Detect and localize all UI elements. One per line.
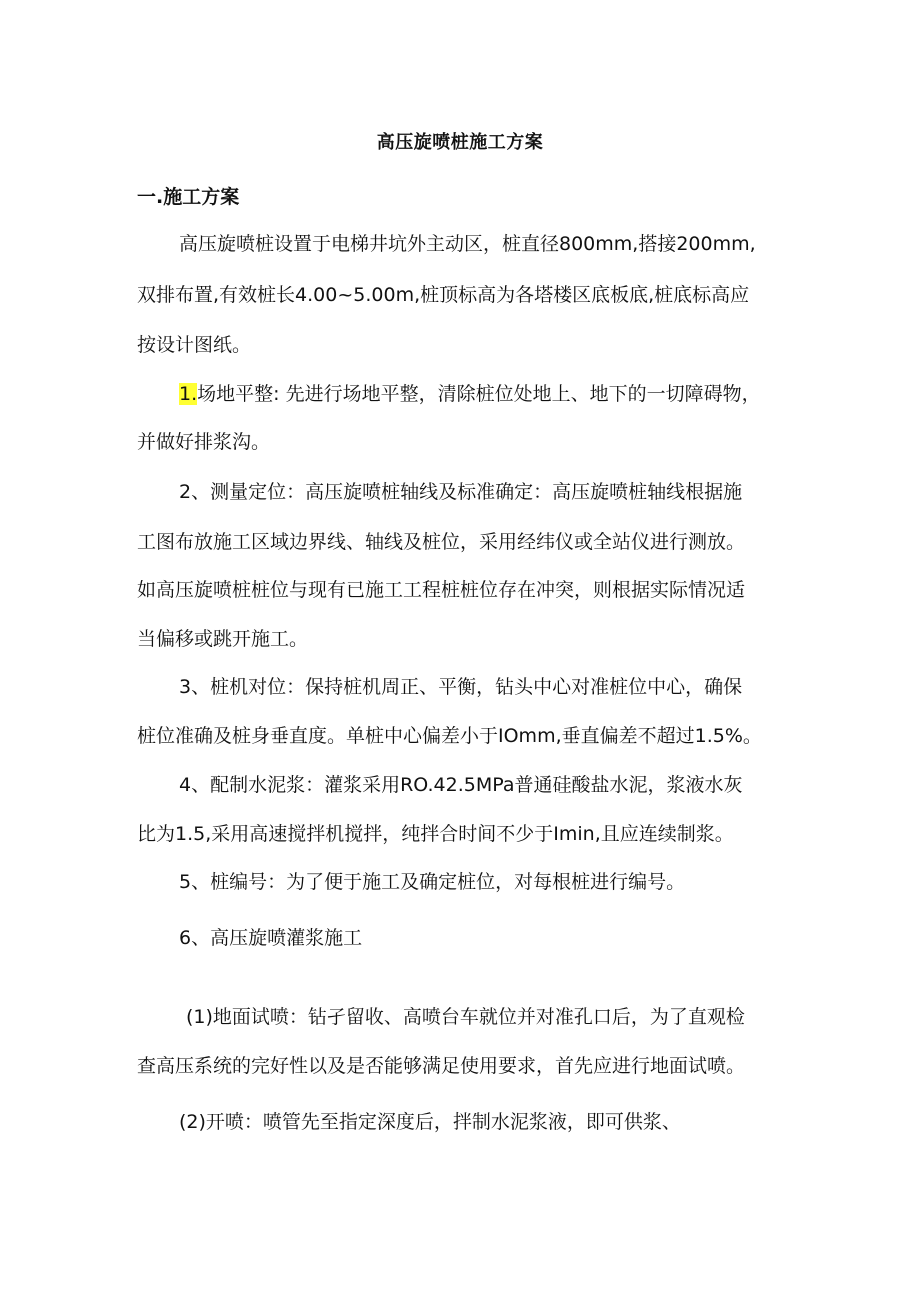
sub1-line-2: 查高压系统的完好性以及是否能够满足使用要求，首先应进行地面试喷。 (137, 1055, 746, 1077)
intro-line-2: 双排布置,有效桩长4.00~5.00m,桩顶标高为各塔楼区底板底,桩底标高应 (137, 284, 750, 306)
sub1-line-1: (1)地面试喷：钻孑留收、高喷台车就位并对准孔口后，为了直观检 (186, 1006, 745, 1028)
intro-line-3: 按设计图纸。 (137, 334, 252, 356)
item4-line-1: 4、配制水泥浆：灌浆采用RO.42.5MPa普通硅酸盐水泥，浆液水灰 (179, 774, 743, 796)
sub2-line: (2)开喷：喷管先至指定深度后，拌制水泥浆液，即可供浆、 (179, 1111, 681, 1133)
highlighted-number: 1. (179, 383, 198, 405)
item4-line-2: 比为1.5,采用高速搅拌机搅拌，纯拌合时间不少于Imin,且应连续制浆。 (137, 823, 734, 845)
item2-line-1: 2、测量定位：高压旋喷桩轴线及标准确定：高压旋喷桩轴线根据施 (179, 481, 743, 503)
section-heading: 一.施工方案 (137, 186, 240, 208)
item3-line-2: 桩位准确及桩身垂直度。单桩中心偏差小于IOmm,垂直偏差不超过1.5%。 (137, 725, 762, 747)
item3-line-1: 3、桩机对位：保持桩机周正、平衡，钻头中心对准桩位中心，确保 (179, 676, 743, 698)
item2-line-3: 如高压旋喷桩桩位与现有已施工工程桩桩位存在冲突，则根据实际情况适 (137, 579, 746, 601)
item2-line-4: 当偏移或跳开施工。 (137, 628, 309, 650)
item2-line-2: 工图布放施工区域边界线、轴线及桩位，采用经纬仪或全站仪进行测放。 (137, 531, 746, 553)
item1-line-1 (179, 380, 761, 408)
intro-line-1: 高压旋喷桩设置于电梯井坑外主动区，桩直径800mm,搭接200mm, (179, 233, 756, 255)
item5-line: 5、桩编号：为了便于施工及确定桩位，对每根桩进行编号。 (179, 871, 686, 893)
item1-text: 场地平整: 先进行场地平整，清除桩位处地上、地下的一切障碍物， (197, 383, 761, 405)
item1-line-2: 并做好排浆沟。 (137, 431, 271, 453)
document-title: 高压旋喷桩施工方案 (376, 132, 544, 153)
item6-line: 6、高压旋喷灌浆施工 (179, 927, 363, 949)
